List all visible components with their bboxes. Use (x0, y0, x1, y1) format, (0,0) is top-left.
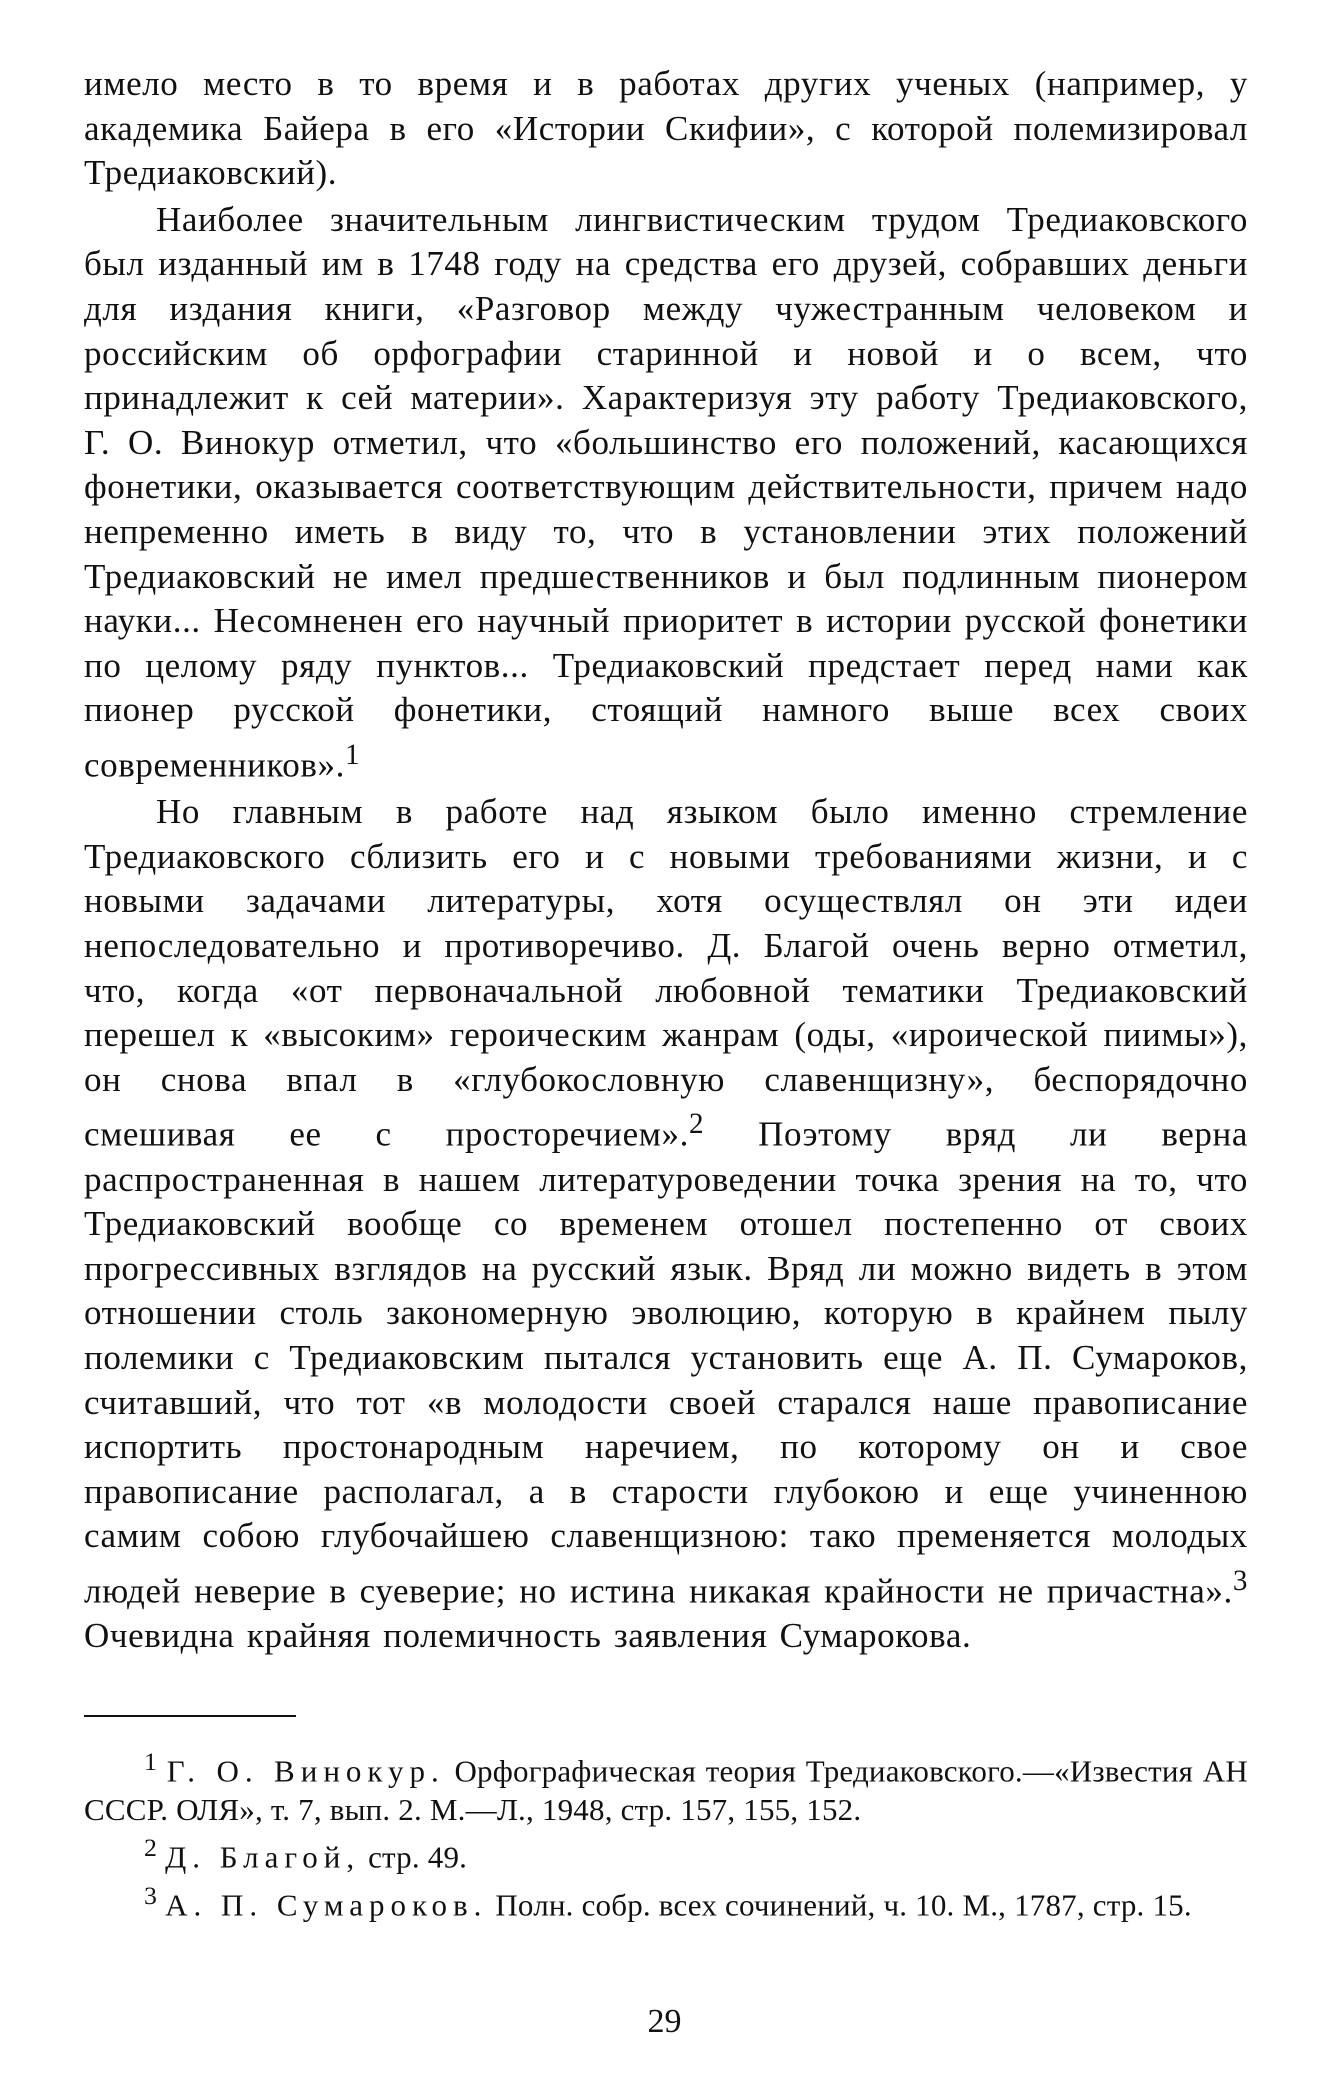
footnote-3-text: Полн. собр. всех сочинений, ч. 10. М., 1787, стр. 15. (487, 1887, 1192, 1923)
page-body (84, 62, 1248, 1925)
paragraph-3-text-b: Поэтому вряд ли верна распространенная в нашем литературоведении точка зрения на то, что Тредиаковский вообще со временем отошел постепенно от своих прогрессивных взглядов на русский язык. Вряд ли можно видеть в этом отношении столь закономерную эволюцию, которую в крайнем пылу полемики с Тредиаковским пытался установить еще А. П. Сумароков, считавший, что тот «в молодости своей старался наше правописание испортить простонародным наречием, по которому он и свое правописание располагал, а в старости глубокою и еще учиненною самим собою глубочайшею славенщизною: тако пременяется молодых людей неверие в суеверие; но истина никакая крайности не причастна». (84, 1114, 1248, 1611)
footnote-3-number: 3 (144, 1880, 158, 1910)
footnote-1 (84, 1743, 1248, 1829)
footnote-2-number: 2 (144, 1833, 158, 1863)
footnote-ref-1: 1 (344, 738, 361, 771)
footnote-1-author: Г. О. Винокур. (166, 1753, 445, 1789)
footnote-1-number: 1 (144, 1746, 158, 1776)
page-number: 29 (647, 2003, 682, 2040)
footnote-ref-3: 3 (1232, 1564, 1248, 1597)
footnote-ref-2: 2 (688, 1108, 705, 1141)
footnote-1-text: Орфографическая теория Тредиаковского.—«Известия АН СССР. ОЛЯ», т. 7, вып. 2. М.—Л., 1948, стр. 157, 155, 152. (84, 1753, 1248, 1827)
footnote-3 (84, 1877, 1248, 1925)
paragraph-1-text: имело место в то время и в работах других ученых (например, у академика Байера в его «Истории Скифии», с которой полемизировал Тредиаковский). (84, 64, 1248, 193)
footnote-2-author: Д. Благой, (165, 1839, 361, 1875)
footnote-2 (84, 1829, 1248, 1877)
paragraph-3 (84, 790, 1248, 1659)
paragraph-2-text: Наиболее значительным лингвистическим трудом Тредиаковского был изданный им в 1748 году на средства его друзей, собравших деньги для издания книги, «Разговор между чужестранным человеком и российским об орфографии старинной и новой и о всем, что принадлежит к сей материи». Характеризуя эту работу Тредиаковского, Г. О. Винокур отметил, что «большинство его положений, касающихся фонетики, оказывается соответствующим действительности, причем надо непременно иметь в виду то, что в установлении этих положений Тредиаковский не имел предшественников и был подлинным пионером науки... Несомненен его научный приоритет в истории русской фонетики по целому ряду пунктов... Тредиаковский предстает перед нами как пионер русской фонетики, стоящий намного выше всех своих современников». (84, 199, 1248, 785)
footnote-divider (84, 1715, 296, 1717)
paragraph-1 (84, 62, 1248, 196)
paragraph-3-text-a: Но главным в работе над языком было именно стремление Тредиаковского сблизить его и с новыми требованиями жизни, и с новыми задачами литературы, хотя осуществлял он эти идеи непоследовательно и противоречиво. Д. Благой очень верно отметил, что, когда «от первоначальной любовной тематики Тредиаковский перешел к «высоким» героическим жанрам (оды, «ироической пиимы»), он снова впал в «глубокословную славенщизну», беспорядочно смешивая ее с просторечием». (84, 792, 1248, 1154)
paragraph-3-text-c: Очевидна крайняя полемичность заявления Сумарокова. (84, 1616, 972, 1656)
paragraph-2 (84, 198, 1248, 788)
footnote-3-author: А. П. Сумароков. (165, 1887, 488, 1923)
footnote-2-text: стр. 49. (360, 1839, 468, 1875)
